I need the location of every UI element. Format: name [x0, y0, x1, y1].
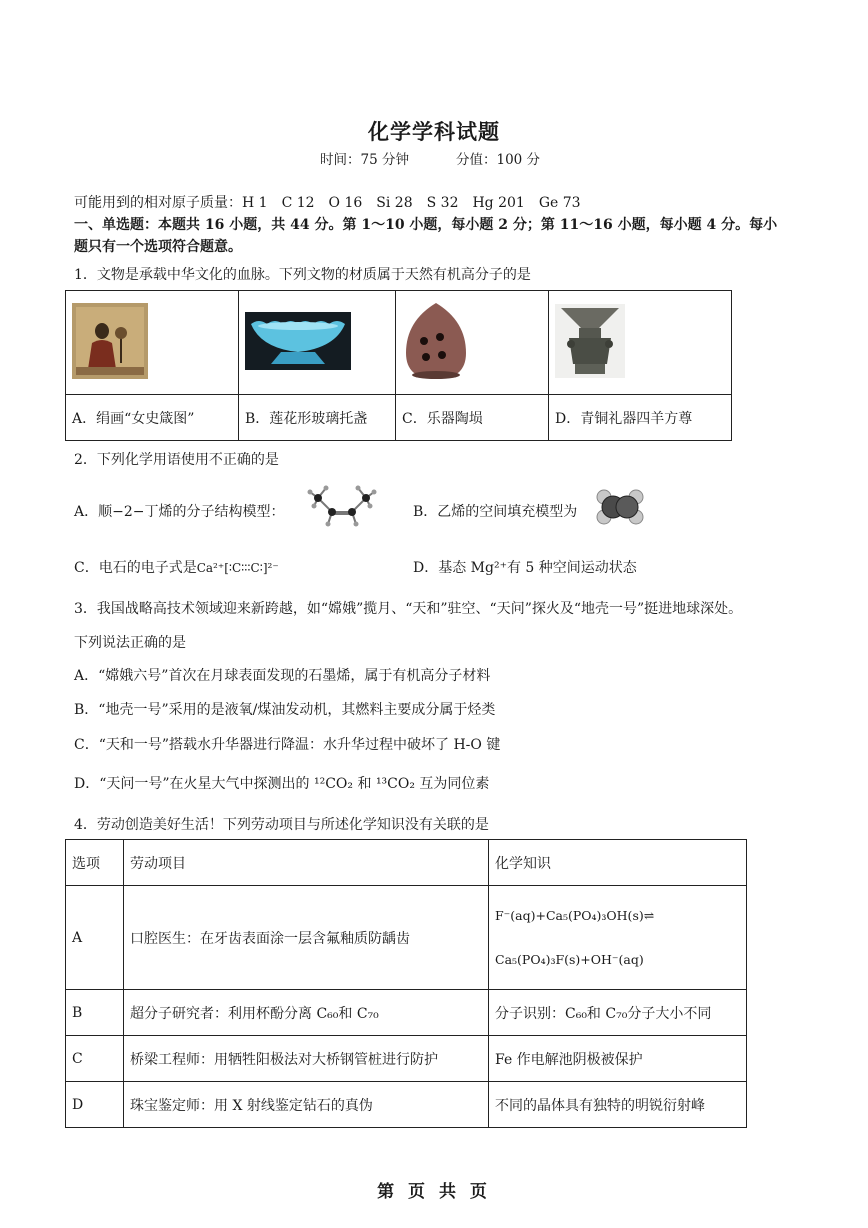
glass-bowl-image	[245, 312, 351, 370]
row-a-knowledge	[489, 886, 747, 990]
q2-option-a: A．顺−2−丁烯的分子结构模型：	[74, 504, 285, 520]
row-a-labor: 口腔医生：在牙齿表面涂一层含氟釉质防龋齿	[124, 886, 489, 990]
q3-option-a: A．“嫦娥六号”首次在月球表面发现的石墨烯，属于有机高分子材料	[74, 668, 491, 684]
table-header-option: 选项	[66, 840, 124, 886]
row-c-option: C	[66, 1036, 124, 1082]
table-header-row	[66, 840, 747, 886]
q2-option-c	[74, 557, 279, 577]
exam-score: 分值：100 分	[456, 152, 541, 168]
isotope-co2-13: ¹³CO₂	[375, 776, 415, 792]
q1-option-b: B．莲花形玻璃托盏	[239, 395, 396, 441]
q4-table	[65, 839, 747, 1128]
q1-image-cell-a	[66, 291, 239, 395]
q3-stem-line2: 下列说法正确的是	[74, 635, 186, 651]
row-d-option: D	[66, 1082, 124, 1128]
q3-option-b: B．“地壳一号”采用的是液氧/煤油发动机，其燃料主要成分属于烃类	[74, 702, 496, 718]
cis-2-butene-ball-stick-model	[304, 484, 380, 530]
row-c-labor: 桥梁工程师：用牺牲阳极法对大桥钢管桩进行防护	[124, 1036, 489, 1082]
section-instructions-line2: 题只有一个选项符合题意。	[74, 239, 242, 255]
table-row	[66, 1036, 747, 1082]
atomic-masses: 可能用到的相对原子质量：H 1 C 12 O 16 Si 28 S 32 Hg 201 Ge 73	[74, 195, 581, 211]
q1-image-cell-b	[239, 291, 396, 395]
row-b-labor: 超分子研究者：利用杯酚分离 C₆₀和 C₇₀	[124, 990, 489, 1036]
silk-painting-image	[72, 303, 148, 379]
row-a-equation-line2: Ca₅(PO₄)₃F(s)+OH⁻(aq)	[495, 951, 644, 967]
row-b-option: B	[66, 990, 124, 1036]
q3-option-d-suffix: 互为同位素	[419, 776, 490, 792]
row-a-option: A	[66, 886, 124, 990]
q2-option-d: D．基态 Mg²⁺有 5 种空间运动状态	[413, 560, 637, 576]
bronze-zun-image	[555, 304, 625, 378]
table-row	[66, 886, 747, 990]
page-title: 化学学科试题	[368, 119, 500, 144]
table-row	[66, 1082, 747, 1128]
q2-option-b: B．乙烯的空间填充模型为	[413, 504, 578, 520]
q1-option-d: D．青铜礼器四羊方尊	[549, 395, 732, 441]
q1-option-c: C．乐器陶埙	[396, 395, 549, 441]
q1-image-cell-c	[396, 291, 549, 395]
row-b-knowledge: 分子识别：C₆₀和 C₇₀分子大小不同	[489, 990, 747, 1036]
isotope-co2-12: ¹²CO₂	[314, 776, 354, 792]
q2-stem: 2．下列化学用语使用不正确的是	[74, 452, 279, 468]
page-footer: 第 页 共 页	[377, 1182, 491, 1202]
table-header-knowledge: 化学知识	[489, 840, 747, 886]
q3-option-c: C．“天和一号”搭载水升华器进行降温：水升华过程中破坏了 H-O 键	[74, 737, 501, 753]
ethylene-space-filling-model	[594, 488, 646, 526]
q1-option-a: A．绢画“女史箴图”	[66, 395, 239, 441]
q2-option-c-prefix: C．电石的电子式是	[74, 560, 197, 576]
q1-options-table	[65, 290, 732, 441]
q3-option-d	[74, 773, 489, 793]
row-a-equation-line1: F⁻(aq)+Ca₅(PO₄)₃OH(s)⇌	[495, 907, 655, 923]
row-d-knowledge: 不同的晶体具有独特的明锐衍射峰	[489, 1082, 747, 1128]
section-instructions-line1: 一、单选题：本题共 16 小题，共 44 分。第 1～10 小题，每小题 2 分；第 11～16 小题，每小题 4 分。每小	[74, 217, 778, 233]
q1-image-cell-d	[549, 291, 732, 395]
row-d-labor: 珠宝鉴定师：用 X 射线鉴定钻石的真伪	[124, 1082, 489, 1128]
q4-stem: 4．劳动创造美好生活！下列劳动项目与所述化学知识没有关联的是	[74, 817, 489, 833]
row-c-knowledge: Fe 作电解池阴极被保护	[489, 1036, 747, 1082]
pottery-xun-image	[402, 301, 470, 381]
q3-option-d-prefix: D．“天问一号”在火星大气中探测出的	[74, 776, 310, 792]
calcium-carbide-electron-formula: Ca²⁺[∶C∶∶∶C∶]²⁻	[196, 561, 279, 575]
q3-option-d-mid: 和	[357, 776, 372, 792]
q3-stem-line1: 3．我国战略高技术领域迎来新跨越，如“嫦娥”揽月、“天和”驻空、“天问”探火及“地壳一号”挺进地球深处。	[74, 601, 743, 617]
table-header-labor: 劳动项目	[124, 840, 489, 886]
table-row	[66, 990, 747, 1036]
exam-time: 时间：75 分钟	[320, 152, 409, 168]
q1-stem: 1．文物是承载中华文化的血脉。下列文物的材质属于天然有机高分子的是	[74, 267, 531, 283]
